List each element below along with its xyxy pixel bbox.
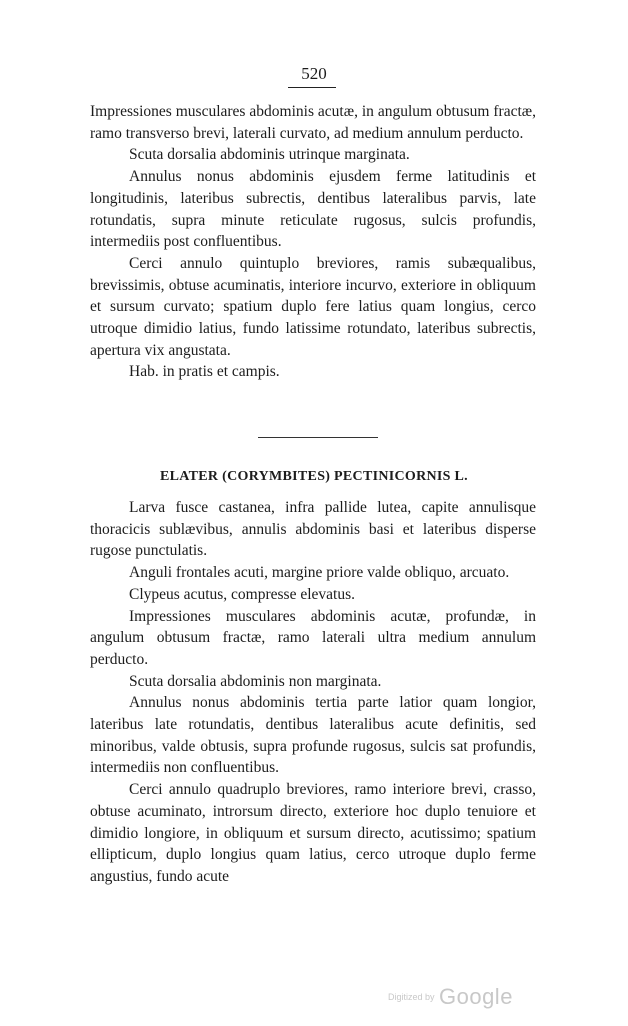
watermark-prefix: Digitized by: [388, 992, 435, 1002]
section-1-paragraph-3: Annulus nonus abdominis ejusdem ferme latitudinis et longitudinis, lateribus subrectis, dentibus lateralibus parvis, late rotundatis, supra minute reticulate rugosus, sulcis profundis, intermediis post confluentibus.: [90, 168, 536, 251]
section-2-paragraph-5: Scuta dorsalia abdominis non marginata.: [129, 672, 382, 690]
section-2-paragraph-3: Clypeus acutus, compresse elevatus.: [129, 585, 355, 603]
google-logo: Google: [438, 984, 513, 1009]
section-1-paragraph-5: Hab. in pratis et campis.: [129, 363, 280, 381]
section-1-paragraph-1: Impressiones musculares abdominis acutæ, in angulum obtusum fractæ, ramo transverso brevi, laterali curvato, ad medium annulum perducto.: [90, 103, 536, 142]
section-2-body: [90, 497, 536, 888]
section-2-heading: ELATER (CORYMBITES) PECTINICORNIS L.: [160, 469, 468, 484]
section-2-paragraph-2: Anguli frontales acuti, margine priore valde obliquo, arcuato.: [129, 564, 510, 582]
section-1-paragraph-4: Cerci annulo quintuplo breviores, ramis subæqualibus, brevissimis, obtuse acuminatis, interiore incurvo, exteriore in obliquum et sursum curvato; spatium duplo fere latius quam longius, cerco utroque dimidio latius, fundo latissime rotundato, lateribus subrectis, apertura vix angustata.: [90, 254, 536, 359]
section-1-paragraph-2: Scuta dorsalia abdominis utrinque marginata.: [129, 146, 410, 164]
section-1-body: [90, 101, 536, 383]
section-2-paragraph-6: Annulus nonus abdominis tertia parte latior quam longior, lateribus late rotundatis, dentibus lateralibus acute definitis, sed minoribus, valde obtusis, supra profunde rugosus, sulcis sat profundis, intermediis non confluentibus.: [90, 694, 536, 777]
section-2-paragraph-4: Impressiones musculares abdominis acutæ, profundæ, in angulum obtusum fractæ, ramo laterali ultra medium annulum perducto.: [90, 607, 536, 668]
page-number-underline: [288, 87, 336, 88]
digitized-by-watermark: [388, 984, 513, 1010]
section-divider: [258, 437, 378, 438]
section-2-paragraph-7: Cerci annulo quadruplo breviores, ramo interiore brevi, crasso, obtuse acuminato, introrsum directo, exteriore hoc duplo tenuiore et dimidio longiore, in obliquum et sursum directo, acutissimo; spatium ellipticum, duplo longius quam latius, cerco utroque duplo ferme angustius, fundo acute: [90, 781, 536, 885]
page-number: 520: [301, 64, 327, 83]
section-2-paragraph-1: Larva fusce castanea, infra pallide lutea, capite annulisque thoracicis sublævibus, annulis abdominis basi et lateribus disperse rugose punctulatis.: [90, 499, 536, 560]
